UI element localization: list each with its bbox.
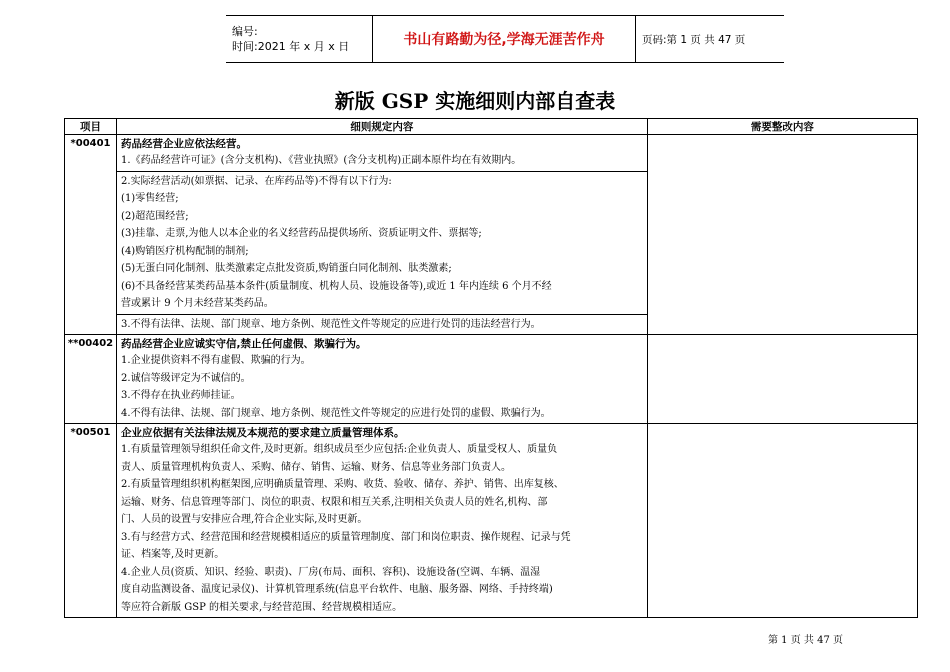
rule-line: 证、档案等,及时更新。 (121, 549, 225, 560)
rule-line: 责人、质量管理机构负责人、采购、储存、销售、运输、财务、信息等业务部门负责人。 (121, 461, 512, 473)
rectification-cell (647, 424, 917, 618)
header-meta (226, 16, 373, 63)
rule-line: 等应符合新版 GSP 的相关要求,与经营范围、经营规模相适应。 (121, 601, 403, 613)
header-rule-content: 细则规定内容 (117, 119, 648, 135)
rule-line: 2.实际经营活动(如票据、记录、在库药品等)不得有以下行为: (121, 175, 392, 187)
rule-line: 1.有质量管理领导组织任命文件,及时更新。组织成员至少应包括:企业负责人、质量受权人、质量负 (121, 444, 558, 455)
rule-cell (117, 135, 648, 335)
rule-line: 3.有与经营方式、经营范围和经营规模相适应的质量管理制度、部门和岗位职责、操作规程、记录与凭 (121, 531, 571, 543)
page-footer: 第 1 页 共 47 页 (768, 635, 843, 646)
item-code: *00401 (70, 138, 111, 149)
rule-group (117, 152, 647, 171)
table-row (65, 424, 918, 618)
rule-group (117, 314, 647, 335)
rule-line: 2.诚信等级评定为不诚信的。 (121, 372, 251, 384)
rule-line: (2)超范围经营; (121, 210, 189, 222)
rule-group (117, 352, 647, 423)
rule-line: 3.不得存在执业药师挂证。 (121, 390, 241, 401)
item-code: **00402 (67, 338, 114, 349)
table-row (65, 135, 918, 335)
rule-line: 4.企业人员(资质、知识、经验、职责)、厂房(布局、面积、容积)、设施设备(空调、车辆、温湿 (121, 566, 541, 578)
rule-group (117, 441, 647, 617)
rule-line: 营或累计 9 个月未经营某类药品。 (121, 298, 274, 309)
rule-line: 2.有质量管理组织机构框架图,应明确质量管理、采购、收货、验收、储存、养护、销售、出库复核、 (121, 479, 564, 490)
rule-title: 企业应依据有关法律法规及本规范的要求建立质量管理体系。 (121, 427, 405, 439)
rule-line: 3.不得有法律、法规、部门规章、地方条例、规范性文件等规定的应进行处罚的违法经营行为。 (121, 318, 541, 330)
document-time: 时间:2021 年 x 月 x 日 (232, 40, 350, 53)
rule-line: 门、人员的设置与安排应合理,符合企业实际,及时更新。 (121, 514, 368, 525)
document-number-label: 编号: (232, 25, 258, 38)
header-item: 项目 (65, 119, 117, 135)
rule-title: 药品经营企业应依法经营。 (121, 138, 248, 150)
rule-line: (4)购销医疗机构配制的制剂; (121, 245, 249, 257)
header-motto: 书山有路勤为径,学海无涯苦作舟 (373, 16, 636, 63)
rule-cell (117, 335, 648, 424)
rule-cell (117, 424, 648, 618)
item-cell (65, 424, 117, 618)
rule-line: (3)挂靠、走票,为他人以本企业的名义经营药品提供场所、资质证明文件、票据等; (121, 228, 482, 239)
table-header-row (65, 119, 918, 135)
rule-line: 1.《药品经营许可证》(含分支机构)、《营业执照》(含分支机构)正副本原件均在有效期内。 (121, 155, 522, 166)
item-cell (65, 335, 117, 424)
inspection-table (64, 118, 918, 618)
header-rectification: 需要整改内容 (647, 119, 917, 135)
table-row (65, 335, 918, 424)
rule-line: (1)零售经营; (121, 193, 179, 204)
rule-line: (6)不具备经营某类药品基本条件(质量制度、机构人员、设施设备等),或近 1 年内连续 6 个月不经 (121, 280, 552, 292)
rule-line: (5)无蛋白同化制剂、肽类激素定点批发资质,购销蛋白同化制剂、肽类激素; (121, 263, 452, 274)
document-title: 新版 GSP 实施细则内部自查表 (334, 89, 616, 113)
rule-line: 4.不得有法律、法规、部门规章、地方条例、规范性文件等规定的应进行处罚的虚假、欺骗行为。 (121, 407, 551, 419)
header-page-info: 页码:第 1 页 共 47 页 (636, 16, 785, 63)
rule-title: 药品经营企业应诚实守信,禁止任何虚假、欺骗行为。 (121, 338, 367, 350)
item-cell (65, 135, 117, 335)
item-code: *00501 (70, 427, 111, 438)
rule-line: 运输、财务、信息管理等部门、岗位的职责、权限和相互关系,注明相关负责人员的姓名,机构、部 (121, 496, 548, 508)
rectification-cell (647, 135, 917, 335)
rectification-cell (647, 335, 917, 424)
rule-group (117, 171, 647, 314)
rule-line: 度自动监测设备、温度记录仪)、计算机管理系统(信息平台软件、电脑、服务器、网络、手持终端) (121, 584, 553, 595)
document-header (226, 15, 784, 63)
rule-line: 1.企业提供资料不得有虚假、欺骗的行为。 (121, 355, 311, 366)
